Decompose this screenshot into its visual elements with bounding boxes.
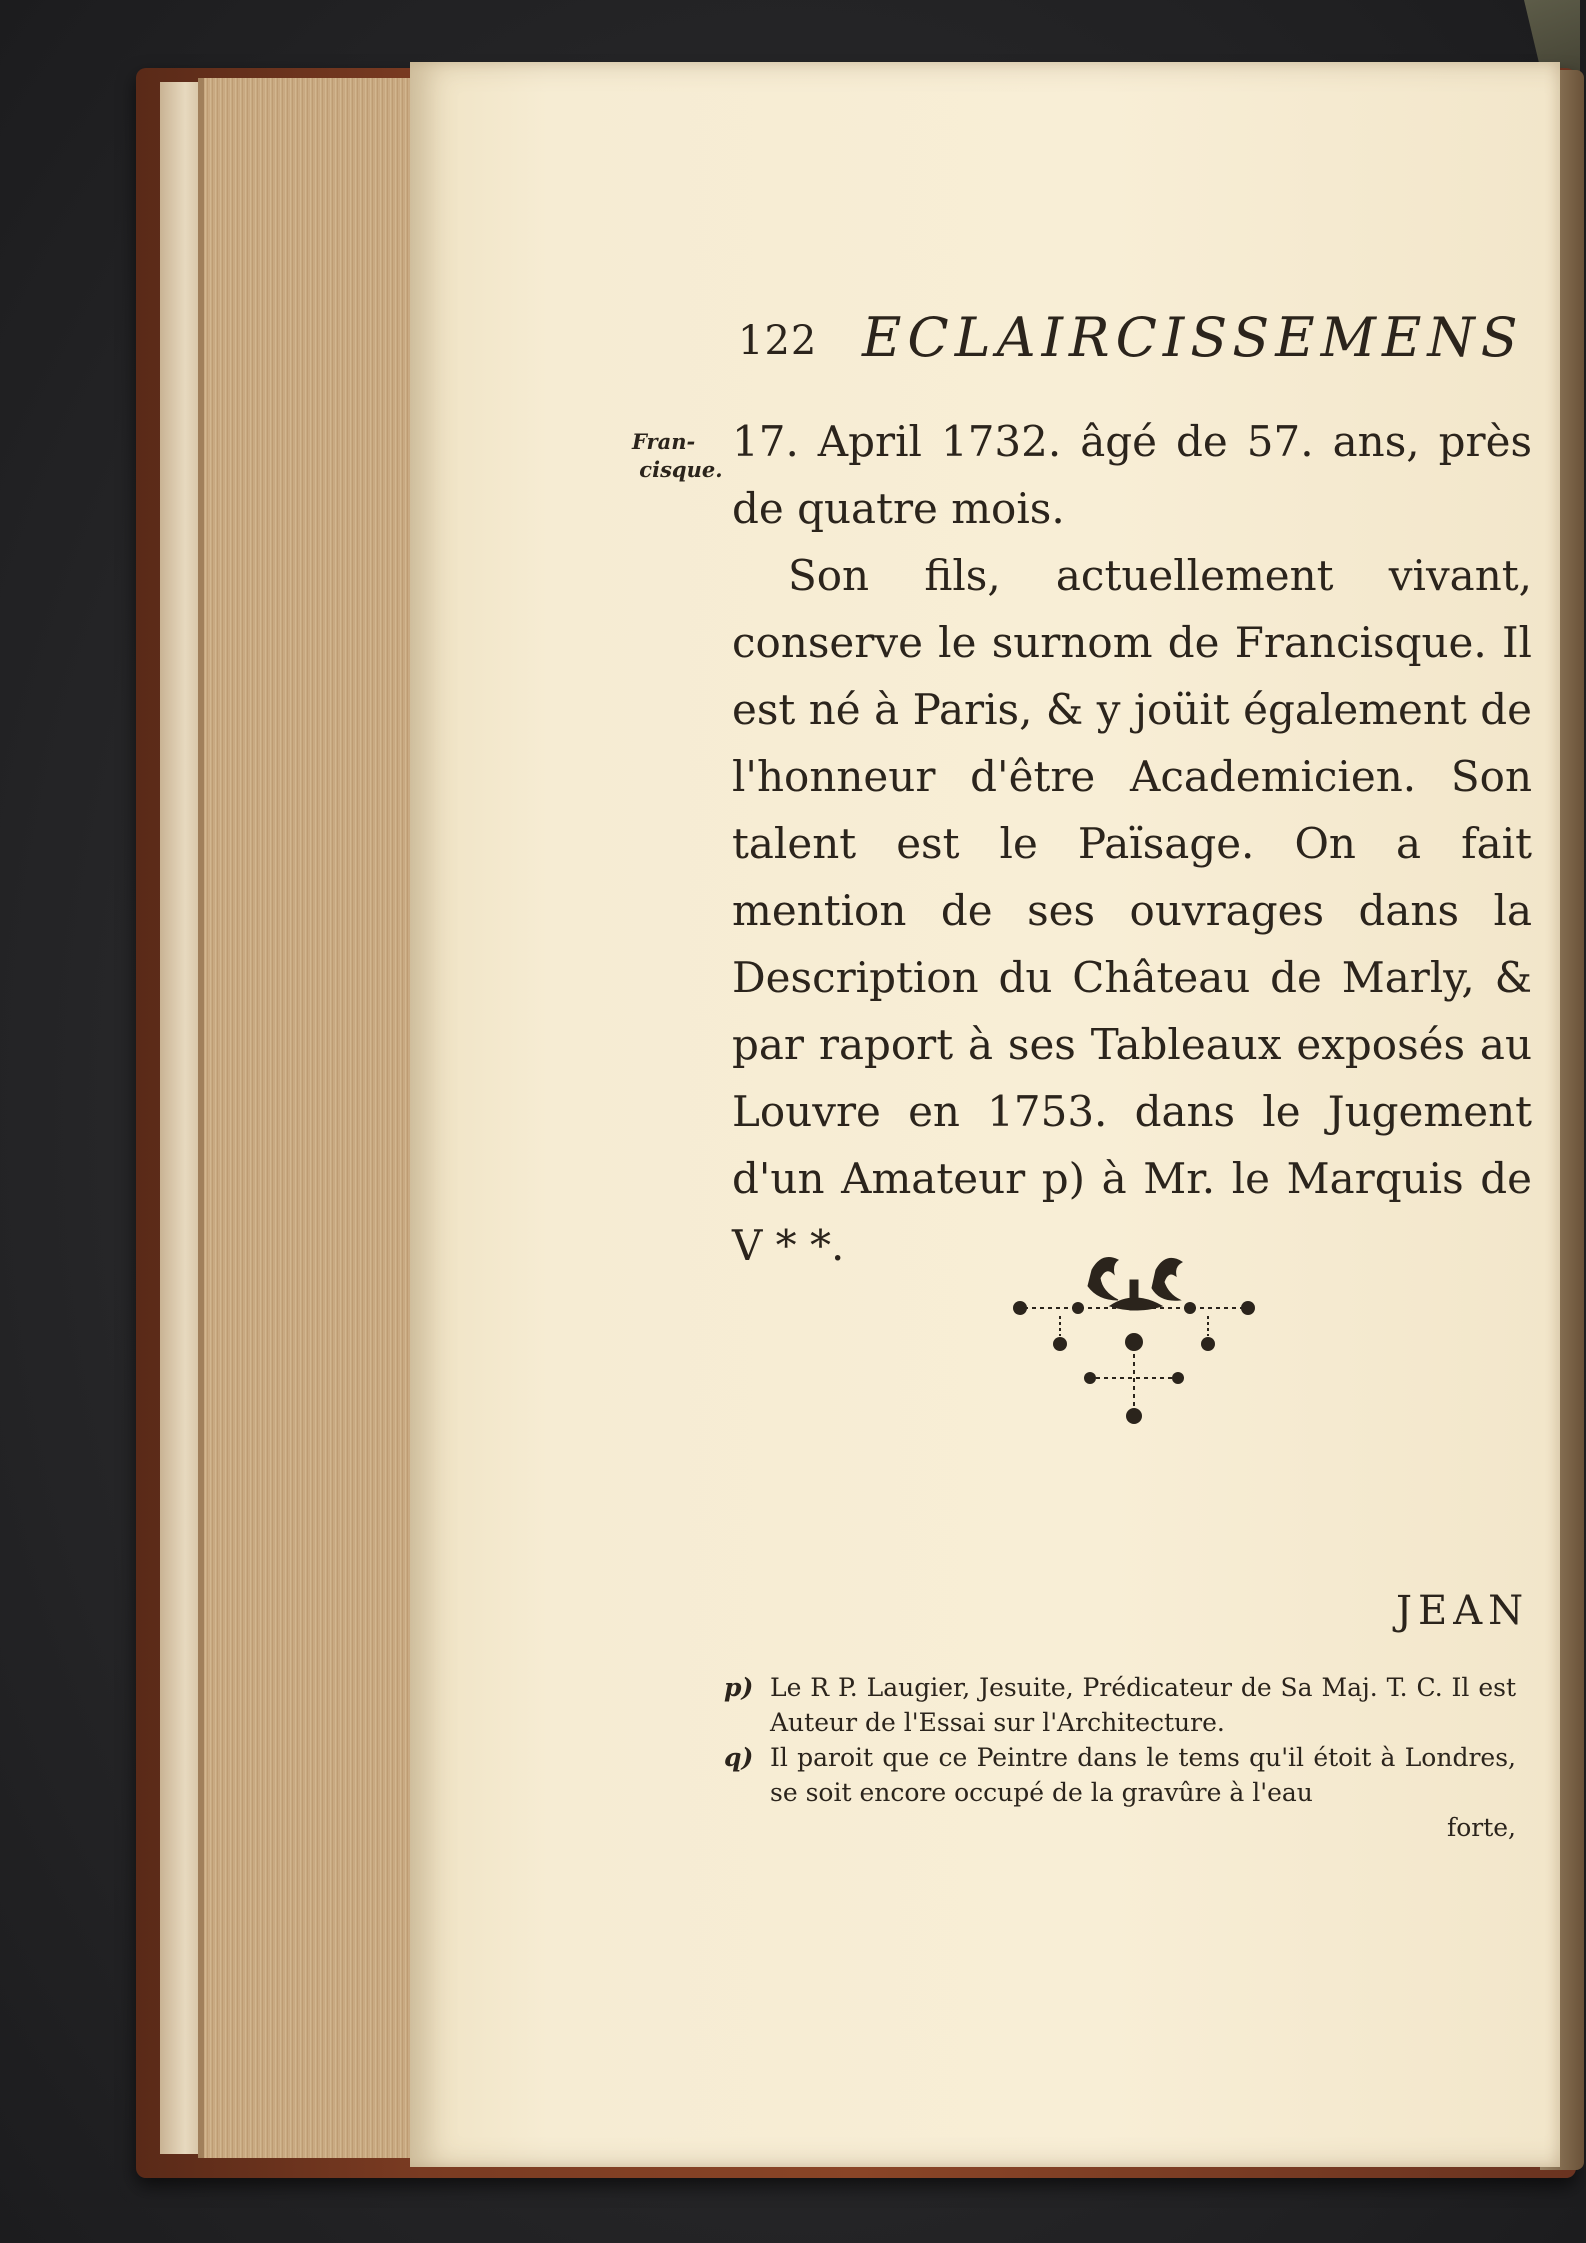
margin-note: Fran- cisque.	[632, 429, 723, 482]
paragraph-2: Son fils, actuellement vivant, conserve le surnom de Francisque. Il est né à Paris, & y joüit également de l'honneur d'être Academicien. Son talent est le Païsage. On a fait mention de ses ouvrages dans la Description du Château de Marly, & par raport à ses Tableaux exposés au Louvre en 1753. dans le Jugement d'un Amateur p) à Mr. le Marquis de V * *.	[732, 551, 1532, 1270]
footnote-continuation: forte,	[1446, 1813, 1516, 1842]
footnote-mark: p)	[724, 1673, 754, 1702]
footnote-mark: q)	[724, 1743, 754, 1772]
fleuron-ornament-icon	[1006, 1246, 1262, 1432]
paragraph-1: 17. April 1732. âgé de 57. ans, près de quatre mois.	[732, 417, 1532, 533]
footnote-q	[724, 1740, 1516, 1845]
page-number: 122	[738, 318, 818, 364]
catchword: JEAN	[1396, 1588, 1530, 1634]
page-block-outer	[160, 82, 202, 2154]
body-text	[732, 408, 1532, 1279]
footnote-p	[724, 1670, 1516, 1740]
footnote-text: Il paroit que ce Peintre dans le tems qu'il étoit à Londres, se soit encore occupé de la gravûre à l'eau	[770, 1743, 1516, 1807]
footnotes	[724, 1670, 1516, 1845]
running-head: ECLAIRCISSEMENS	[862, 306, 1524, 369]
footnote-text: Le R P. Laugier, Jesuite, Prédicateur de Sa Maj. T. C. Il est Auteur de l'Essai sur l'Architecture.	[770, 1673, 1516, 1737]
page-edges	[198, 78, 422, 2158]
